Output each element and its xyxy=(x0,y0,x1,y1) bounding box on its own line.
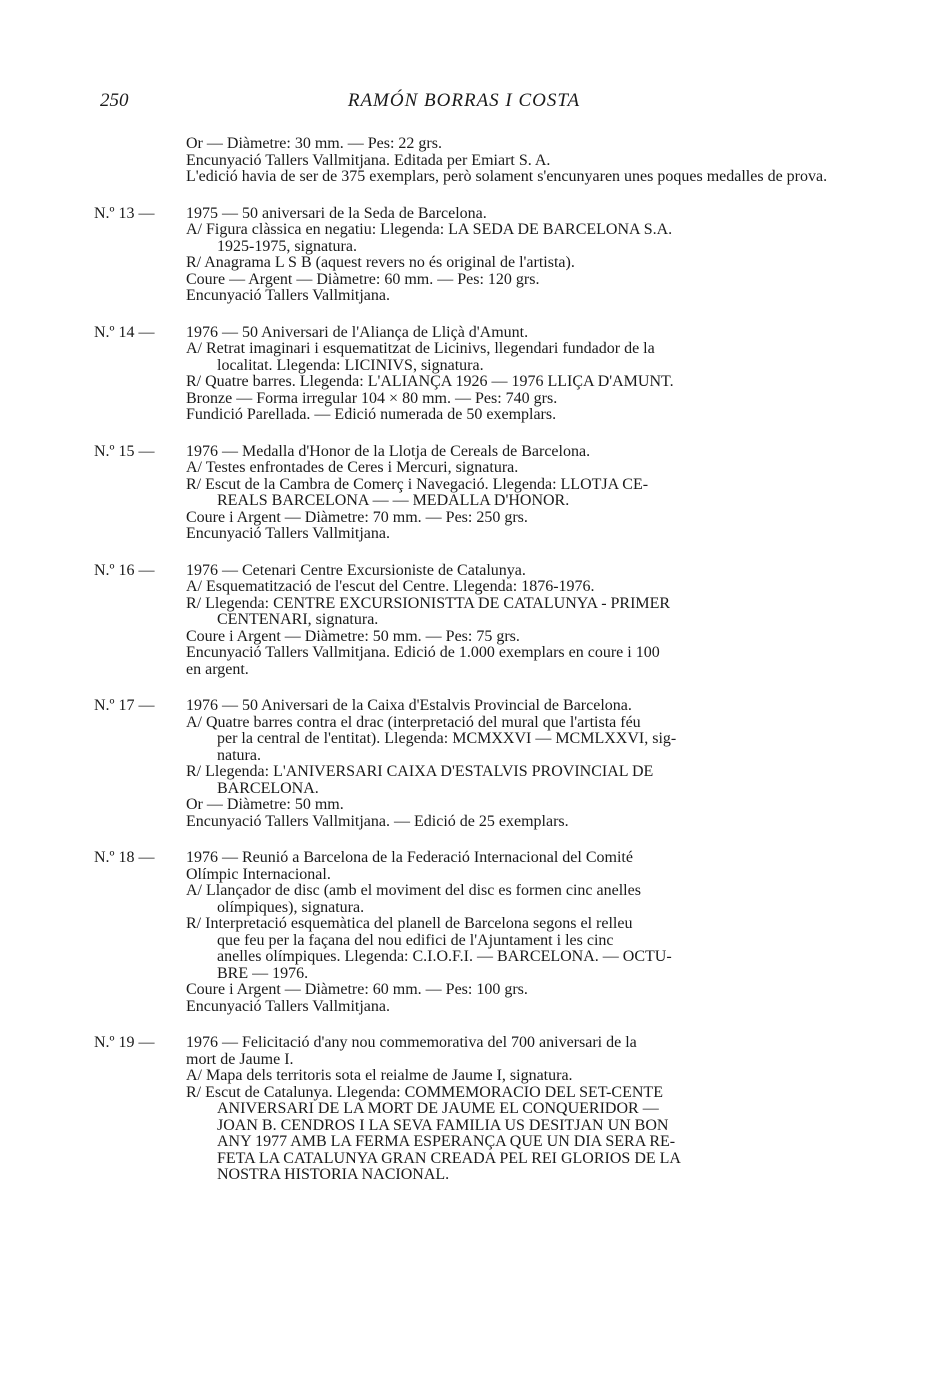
medal-entry xyxy=(0,850,928,1015)
reverse-line: R/ Llegenda: CENTRE EXCURSIONISTTA DE CATALUNYA - PRIMER xyxy=(186,594,671,612)
medal-entry xyxy=(0,698,928,830)
text-line: BARCELONA. xyxy=(217,779,319,797)
entry-title: 1975 — 50 aniversari de la Seda de Barcelona. xyxy=(186,204,487,222)
medal-entry xyxy=(0,206,928,305)
text-line: NOSTRA HISTORIA NACIONAL. xyxy=(217,1166,450,1183)
reverse-line: R/ Interpretació esquemàtica del planell de Barcelona segons el relleu xyxy=(186,915,633,932)
text-line: Or — Diàmetre: 30 mm. — Pes: 22 grs. xyxy=(186,135,442,152)
reverse-line: R/ Escut de la Cambra de Comerç i Navegació. Llegenda: LLOTJA CE- xyxy=(186,475,649,493)
obverse-line: A/ Quatre barres contra el drac (interpretació del mural que l'artista féu xyxy=(186,713,641,731)
material-line: Or — Diàmetre: 50 mm. xyxy=(186,796,344,813)
entry-number: N.º 19 — xyxy=(94,1034,155,1051)
text-line: BRE — 1976. xyxy=(217,964,309,982)
page-body xyxy=(0,136,928,1204)
text-line: REALS BARCELONA — — MEDALLA D'HONOR. xyxy=(217,492,570,509)
text-line: CENTENARI, signatura. xyxy=(217,611,379,628)
minting-line: Encunyació Tallers Vallmitjana. — Edició de 25 exemplars. xyxy=(186,812,569,830)
entry-title: 1976 — Felicitació d'any nou commemorativa del 700 aniversari de la xyxy=(186,1034,637,1051)
obverse-line: A/ Testes enfrontades de Ceres i Mercuri, signatura. xyxy=(186,459,519,476)
entry-number: N.º 18 — xyxy=(94,849,155,866)
medal-entry xyxy=(0,563,928,679)
entry-number: N.º 14 — xyxy=(94,323,155,341)
text-line: mort de Jaume I. xyxy=(186,1050,294,1068)
text-line: Olímpic Internacional. xyxy=(186,865,331,883)
obverse-line: A/ Retrat imaginari i esquematitzat de Licinivs, llegendari fundador de la xyxy=(186,340,655,357)
reverse-line: R/ Anagrama L S B (aquest revers no és original de l'artista). xyxy=(186,254,575,271)
text-line: que feu per la façana del nou edifici de l'Ajuntament i les cinc xyxy=(217,931,614,949)
reverse-line: R/ Quatre barres. Llegenda: L'ALIANÇA 1926 — 1976 LLIÇA D'AMUNT. xyxy=(186,373,674,390)
entry-title: 1976 — 50 Aniversari de l'Aliança de Lliçà d'Amunt. xyxy=(186,323,529,341)
text-line: natura. xyxy=(217,746,261,764)
page-header xyxy=(0,90,928,116)
medal-entry xyxy=(0,325,928,424)
material-line: Coure i Argent — Diàmetre: 50 mm. — Pes: 75 grs. xyxy=(186,627,520,645)
entry-title: 1976 — 50 Aniversari de la Caixa d'Estalvis Provincial de Barcelona. xyxy=(186,697,632,714)
text-line: L'edició havia de ser de 375 exemplars, però solament s'encunyaren unes poques medalles de prova. xyxy=(186,168,828,185)
entry-number: N.º 15 — xyxy=(94,442,155,460)
text-line: Encunyació Tallers Vallmitjana. Editada per Emiart S. A. xyxy=(186,151,551,169)
entry-number: N.º 17 — xyxy=(94,697,155,714)
minting-line: Encunyació Tallers Vallmitjana. xyxy=(186,525,391,542)
entry-title: 1976 — Reunió a Barcelona de la Federació Internacional del Comité xyxy=(186,849,633,866)
text-line: anelles olímpiques. Llegenda: C.I.O.F.I. — BARCELONA. — OCTU- xyxy=(217,948,672,965)
entry-number: N.º 13 — xyxy=(94,204,155,222)
obverse-line: A/ Esquematització de l'escut del Centre. Llegenda: 1876-1976. xyxy=(186,578,595,595)
obverse-line: A/ Llançador de disc (amb el moviment del disc es formen cinc anelles xyxy=(186,882,641,899)
reverse-line: R/ Escut de Catalunya. Llegenda: COMMEMORACIO DEL SET-CENTE xyxy=(186,1083,663,1101)
entry-title: 1976 — Medalla d'Honor de la Llotja de Cereals de Barcelona. xyxy=(186,442,591,460)
page-number: 250 xyxy=(100,90,129,111)
text-line: ANY 1977 AMB LA FERMA ESPERANÇA QUE UN DIA SERA RE- xyxy=(217,1133,676,1150)
running-title: RAMÓN BORRAS I COSTA xyxy=(347,90,581,111)
reverse-line: R/ Llegenda: L'ANIVERSARI CAIXA D'ESTALVIS PROVINCIAL DE xyxy=(186,763,654,780)
obverse-line: A/ Figura clàssica en negatiu: Llegenda: LA SEDA DE BARCELONA S.A. xyxy=(186,221,673,238)
text-line: ANIVERSARI DE LA MORT DE JAUME EL CONQUERIDOR — xyxy=(217,1100,659,1117)
minting-line: Encunyació Tallers Vallmitjana. Edició de 1.000 exemplars en coure i 100 xyxy=(186,644,660,661)
material-line: Coure i Argent — Diàmetre: 70 mm. — Pes: 250 grs. xyxy=(186,508,528,526)
text-line: 1925-1975, signatura. xyxy=(217,237,357,255)
entry-number: N.º 16 — xyxy=(94,561,155,579)
text-line: localitat. Llegenda: LICINIVS, signatura. xyxy=(217,356,484,374)
text-line: per la central de l'entitat). Llegenda: MCMXXVI — MCMLXXVI, sig- xyxy=(217,730,677,747)
text-line: olímpiques), signatura. xyxy=(217,898,365,916)
text-line: FETA LA CATALUNYA GRAN CREADA PEL REI GLORIOS DE LA xyxy=(217,1149,681,1167)
material-line: Coure — Argent — Diàmetre: 60 mm. — Pes: 120 grs. xyxy=(186,270,540,288)
material-line: Coure i Argent — Diàmetre: 60 mm. — Pes: 100 grs. xyxy=(186,981,528,998)
minting-line: Encunyació Tallers Vallmitjana. xyxy=(186,997,391,1015)
obverse-line: A/ Mapa dels territoris sota el reialme de Jaume I, signatura. xyxy=(186,1067,573,1084)
medal-entry xyxy=(0,444,928,543)
text-line: JOAN B. CENDROS I LA SEVA FAMILIA US DESITJAN UN BON xyxy=(217,1116,669,1134)
text-line: en argent. xyxy=(186,660,249,678)
material-line: Bronze — Forma irregular 104 × 80 mm. — Pes: 740 grs. xyxy=(186,389,558,407)
medal-entry xyxy=(0,1035,928,1184)
lead-paragraph xyxy=(186,136,846,186)
minting-line: Fundició Parellada. — Edició numerada de 50 exemplars. xyxy=(186,406,557,423)
entry-title: 1976 — Cetenari Centre Excursioniste de Catalunya. xyxy=(186,561,526,579)
minting-line: Encunyació Tallers Vallmitjana. xyxy=(186,287,391,304)
